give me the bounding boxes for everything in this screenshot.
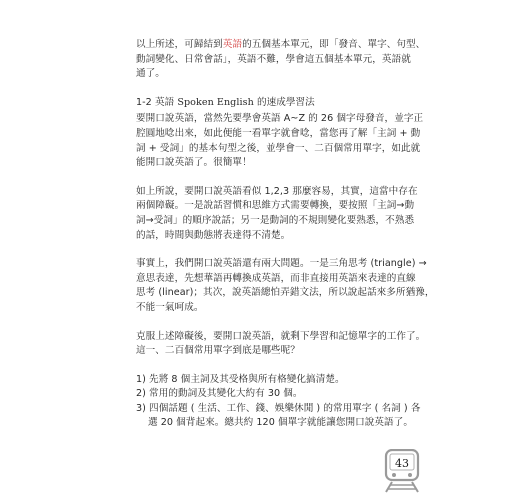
- text-line: 要開口說英語，當然先要學會英語 A~Z 的 26 個字母發音，並字正: [136, 113, 424, 125]
- text-line: 兩個障礙。一是說話習慣和思維方式需要轉換，要按照「主詞→動: [136, 200, 415, 212]
- text-line: 不能一氣呵成。: [136, 301, 204, 313]
- text-span: 以上所述，可歸結到: [136, 39, 223, 50]
- text-line: 思考 (linear)；其次，說英語總怕弄錯文法，所以說起話來多所猶豫，: [136, 287, 435, 299]
- text-line: 詞 + 受詞」的基本句型之後，並學會一、二百個常用單字，如此就: [136, 142, 421, 154]
- section-heading-zh-suffix: 的速成學習法: [256, 96, 315, 108]
- section-heading-zh: 英語: [154, 96, 175, 108]
- paragraph-vocabulary: [136, 330, 426, 359]
- text-line: 這一、二百個常用單字到底是哪些呢？: [136, 345, 300, 357]
- main-content: [136, 38, 435, 431]
- list-item-continuation: 選 20 個背起來。總共約 120 個單字就能讓您開口說英語了。: [148, 417, 413, 429]
- paragraph-obstacles: [136, 185, 418, 243]
- text-line: 的話，時間與動態將表達得不清楚。: [136, 229, 291, 241]
- text-line: 克服上述障礙後，要開口說英語，就剩下學習和記憶單字的工作了。: [136, 330, 426, 342]
- list-item: 1) 先將 8 個主詞及其受格與所有格變化搞清楚。: [136, 373, 345, 385]
- page-number: 43: [395, 457, 409, 470]
- text-line: 通了。: [136, 68, 165, 80]
- section-number: 1-2: [136, 96, 152, 108]
- text-line: 腔圓地唸出來，如此便能一看單字就會唸，當您再了解「主詞 + 動: [136, 127, 421, 139]
- section-heading-en: Spoken English: [177, 96, 254, 108]
- text-line: 如上所說，要開口說英語看似 1,2,3 那麼容易，其實，這當中存在: [136, 185, 418, 197]
- text-line: 動詞變化、日常會話」，英語不難，學會這五個基本單元，英語就: [136, 53, 411, 65]
- text-line: 詞→受詞」的順序說話；另一是動詞的不規則變化要熟悉，不熟悉: [136, 214, 415, 226]
- list-item: 3) 四個話題 ( 生活、工作、錢、娛樂休閒 ) 的常用單字 ( 名詞 ) 各: [136, 402, 421, 414]
- numbered-list: [136, 373, 421, 431]
- text-line: [136, 38, 426, 53]
- text-line: 能開口說英語了。很簡單！: [136, 157, 252, 169]
- paragraph-intro: [136, 112, 424, 170]
- text-line: 事實上，我們開口說英語還有兩大問題。一是三角思考 (triangle) →: [136, 258, 427, 270]
- text-line: 意思表達，先想華語再轉換成英語，而非直接用英語來表達的直線: [136, 272, 416, 284]
- section-heading: [136, 96, 398, 111]
- paragraph-summary: [136, 38, 426, 82]
- highlight-word: 英語: [222, 39, 243, 50]
- list-item: 2) 常用的動詞及其變化大約有 30 個。: [136, 388, 303, 400]
- paragraph-problems: [136, 257, 435, 315]
- text-span: 的五個基本單元，即「發音、單字、句型、: [242, 39, 426, 50]
